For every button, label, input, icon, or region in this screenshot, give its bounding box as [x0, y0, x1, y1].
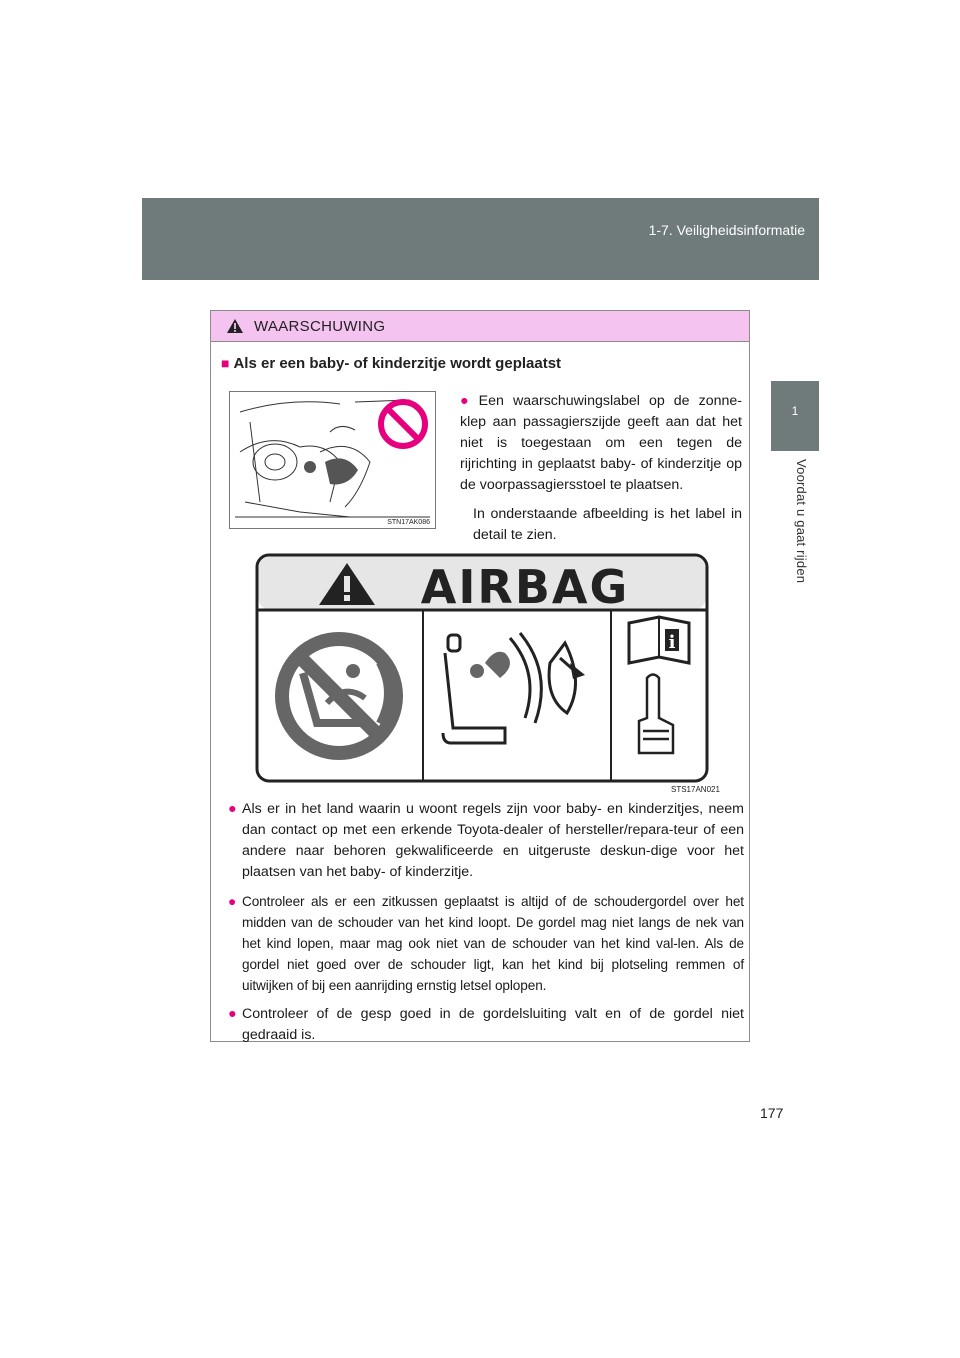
list-item: [228, 891, 744, 996]
warning-bullet-list: [228, 799, 744, 1054]
list-item-text: Als er in het land waarin u woont regels zijn voor baby- en kinderzitjes, neem dan contact op met een erkende Toyota-dealer of hersteller/repara-teur of een andere naar behoren gekwalificeerde en uitgeruste deskun-dige voor het plaatsen van het baby- of kinderzitje.: [242, 801, 744, 880]
chapter-title: Voordat u gaat rijden: [794, 459, 809, 584]
list-item: [228, 799, 744, 883]
airbag-label-code: STS17AN021: [671, 785, 720, 794]
bullet-icon: ●: [228, 894, 237, 909]
warning-header: [211, 311, 749, 342]
warning-triangle-icon: [226, 318, 244, 334]
list-item-text: Controleer of de gesp goed in de gordelsluiting valt en of de gordel niet gedraaid is.: [242, 1006, 744, 1043]
airbag-label-illustration: [255, 553, 709, 786]
warning-title: WAARSCHUWING: [254, 318, 386, 335]
list-item: [228, 1004, 744, 1046]
chapter-side-tab: [771, 451, 819, 681]
intro-bullet: [460, 391, 742, 496]
bullet-icon: ●: [228, 1006, 237, 1022]
info-book-icon: [629, 617, 689, 663]
section-title: 1-7. Veiligheidsinformatie: [648, 222, 805, 238]
list-item-text: Controleer als er een zitkussen geplaatst is altijd of de schoudergordel over het midden van de schouder van het kind loopt. De gordel mag niet langs de nek van het kind lopen, maar mag ook niet van de schouder van het kind val-len. Als de gordel niet goed over de schouder ligt, kan het kind bij plotseling remmen of uitwijken of bij een aanrijding ernstig letsel oplopen.: [242, 894, 744, 993]
svg-text:i: i: [668, 632, 676, 653]
warning-box: [210, 310, 750, 1042]
intro-followup: In onderstaande afbeelding is het label in detail te zien.: [473, 506, 742, 543]
bullet-icon: ●: [228, 801, 237, 817]
airbag-label-graphic: [255, 553, 709, 786]
bullet-icon: ■: [221, 355, 230, 371]
intro-text: [460, 391, 742, 546]
section-header-band: [142, 198, 819, 280]
airbag-label-text: AIRBAG: [420, 560, 630, 614]
warning-subheading: [221, 355, 561, 372]
photo-code: STN17AK086: [387, 519, 430, 526]
bullet-icon: ●: [460, 393, 474, 409]
page-number: 177: [760, 1105, 784, 1121]
chapter-number-tab: 1: [771, 381, 819, 451]
intro-bullet-text: Een waarschuwingslabel op de zonne-klep aan passagierszijde geeft aan dat het niet is toegestaan om een tegen de rijrichting in geplaatst baby- of kinderzitje op de voorpassagiersstoel te plaatsen.: [460, 393, 742, 493]
subheading-text: Als er een baby- of kinderzitje wordt geplaatst: [233, 355, 562, 372]
prohibited-icon: [376, 397, 430, 451]
